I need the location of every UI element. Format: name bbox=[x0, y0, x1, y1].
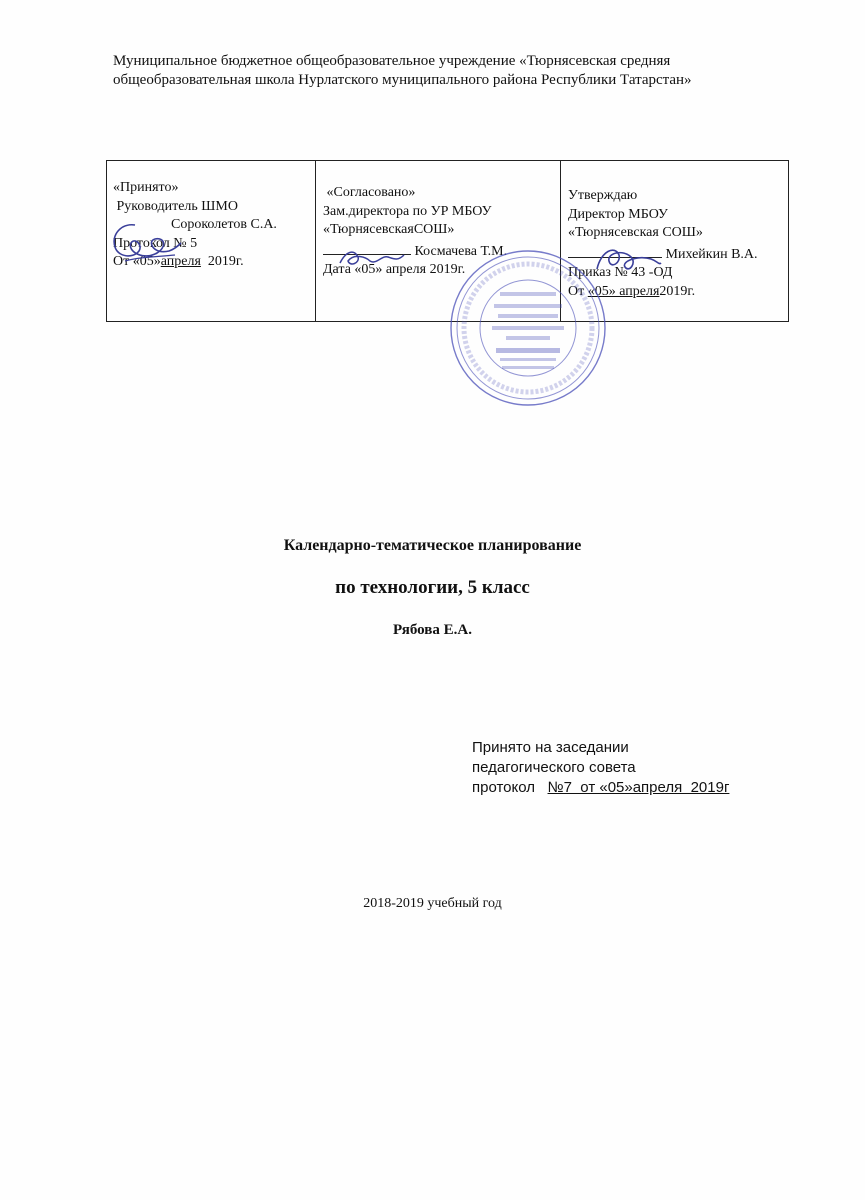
agreed-name-line: Космачева Т.М. bbox=[323, 240, 507, 262]
agreed-date: Дата «05» апреля 2019г. bbox=[323, 262, 466, 277]
institution-line-1: Муниципальное бюджетное общеобразовательное учреждение «Тюрнясевская средняя bbox=[113, 53, 671, 69]
agreed-role: Зам.директора по УР МБОУ bbox=[323, 203, 492, 219]
academic-year: 2018-2019 учебный год bbox=[363, 896, 502, 911]
document-subject: по технологии, 5 класс bbox=[335, 577, 530, 598]
approved-school: «Тюрнясевская СОШ» bbox=[568, 225, 703, 240]
school-seal-icon bbox=[448, 248, 608, 408]
agreed-title: «Согласовано» bbox=[323, 185, 416, 200]
agreed-school: «ТюрнясевскаяСОШ» bbox=[323, 222, 455, 237]
approved-role: Директор МБОУ bbox=[568, 206, 668, 222]
council-protocol: протокол №7 от «05»апреля 2019г bbox=[472, 779, 730, 796]
accepted-role: Руководитель ШМО bbox=[113, 198, 238, 214]
approved-date: От «05» апреля2019г. bbox=[568, 283, 696, 299]
institution-line-2: общеобразовательная школа Нурлатского муниципального района Республики Татарстан» bbox=[113, 72, 692, 88]
accepted-name: Сороколетов С.А. bbox=[171, 217, 277, 232]
approved-title: Утверждаю bbox=[568, 188, 638, 203]
accepted-date: От «05»апреля 2019г. bbox=[113, 254, 244, 269]
council-line-2: педагогического совета bbox=[472, 759, 636, 776]
document-author: Рябова Е.А. bbox=[392, 622, 472, 638]
document-title: Календарно-тематическое планирование bbox=[283, 537, 582, 554]
accepted-protocol: Протокол № 5 bbox=[113, 235, 198, 251]
institution-header bbox=[113, 52, 813, 90]
approved-order: Приказ № 43 -ОД bbox=[568, 265, 673, 280]
accepted-title: «Принято» bbox=[113, 180, 179, 195]
council-line-1: Принято на заседании bbox=[472, 739, 629, 756]
approved-name-line: Михейкин В.А. bbox=[568, 243, 758, 265]
council-note bbox=[472, 738, 729, 798]
accepted-cell bbox=[107, 161, 316, 322]
